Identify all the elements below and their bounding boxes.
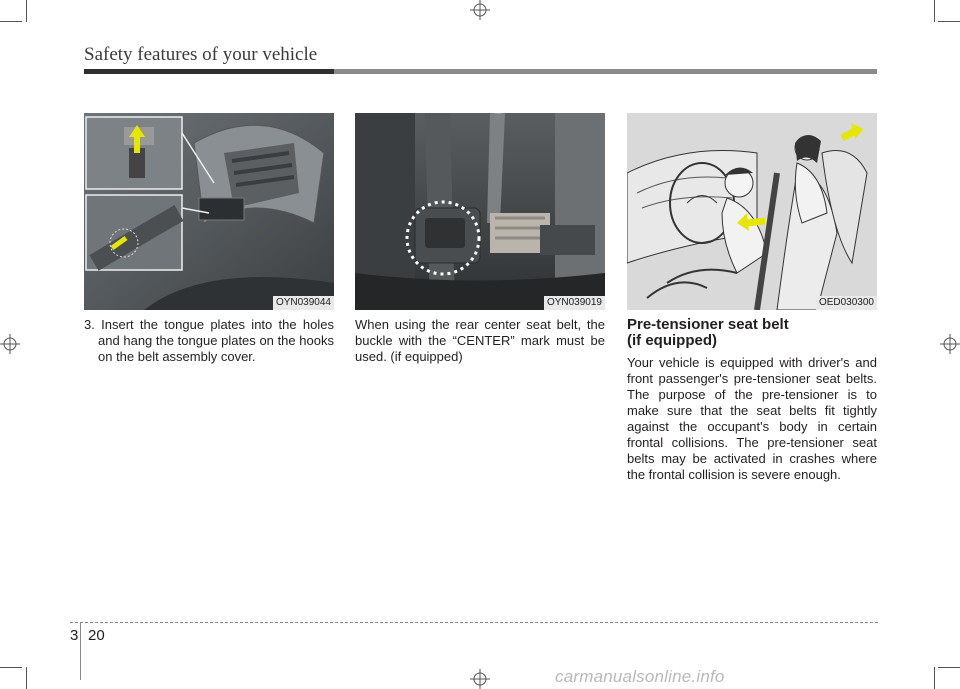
crop-mark [934,0,935,22]
section-heading [627,317,877,349]
registration-mark-icon [940,334,960,354]
footer-rule [70,622,878,623]
crop-mark [26,0,27,22]
header-rule-accent [84,69,334,74]
figure-tongue-plate-illustration [84,113,334,310]
figure-code-label: OYN039019 [544,296,605,310]
figure-center-buckle-illustration [355,113,605,310]
step-3-text: 3. Insert the tongue plates into the holes and hang the tongue plates on the hooks on the belt assembly cover. [84,317,334,364]
watermark: carmanualsonline.info [555,667,725,686]
registration-mark-icon [470,0,490,20]
registration-mark-icon [0,334,20,354]
crop-mark [0,21,22,22]
crop-mark [938,21,960,22]
figure-pretensioner [627,113,877,310]
crop-mark [934,667,935,689]
middle-column-text [355,317,605,365]
figure-code-label: OED030300 [816,296,877,310]
center-belt-note: When using the rear center seat belt, the buckle with the “CENTER” mark must be used. (if equipped) [355,317,605,364]
page-number: 20 [88,627,105,644]
footer-divider [80,622,81,680]
crop-mark [26,667,27,689]
right-column-text [627,317,877,483]
crop-mark [938,667,960,668]
left-column-text [84,317,334,365]
section-heading-line2: (if equipped) [627,332,717,349]
figure-pretensioner-illustration [627,113,877,310]
figure-code-label: OYN039044 [273,296,334,310]
crop-mark [0,667,22,668]
pretensioner-description: Your vehicle is equipped with driver's and front passenger's pre-tensioner seat belts. The purpose of the pre-tensioner is to make sure that the seat belts fit tightly against the occupant's body in certain frontal collisions. The pre-tensioner seat belts may be activated in crashes where the frontal collision is severe enough. [627,355,877,482]
registration-mark-icon [470,669,490,689]
section-heading-line1: Pre-tensioner seat belt [627,316,789,333]
chapter-number: 3 [70,627,79,644]
page-header-title: Safety features of your vehicle [84,44,318,65]
figure-tongue-plate-cover [84,113,334,310]
figure-center-buckle [355,113,605,310]
